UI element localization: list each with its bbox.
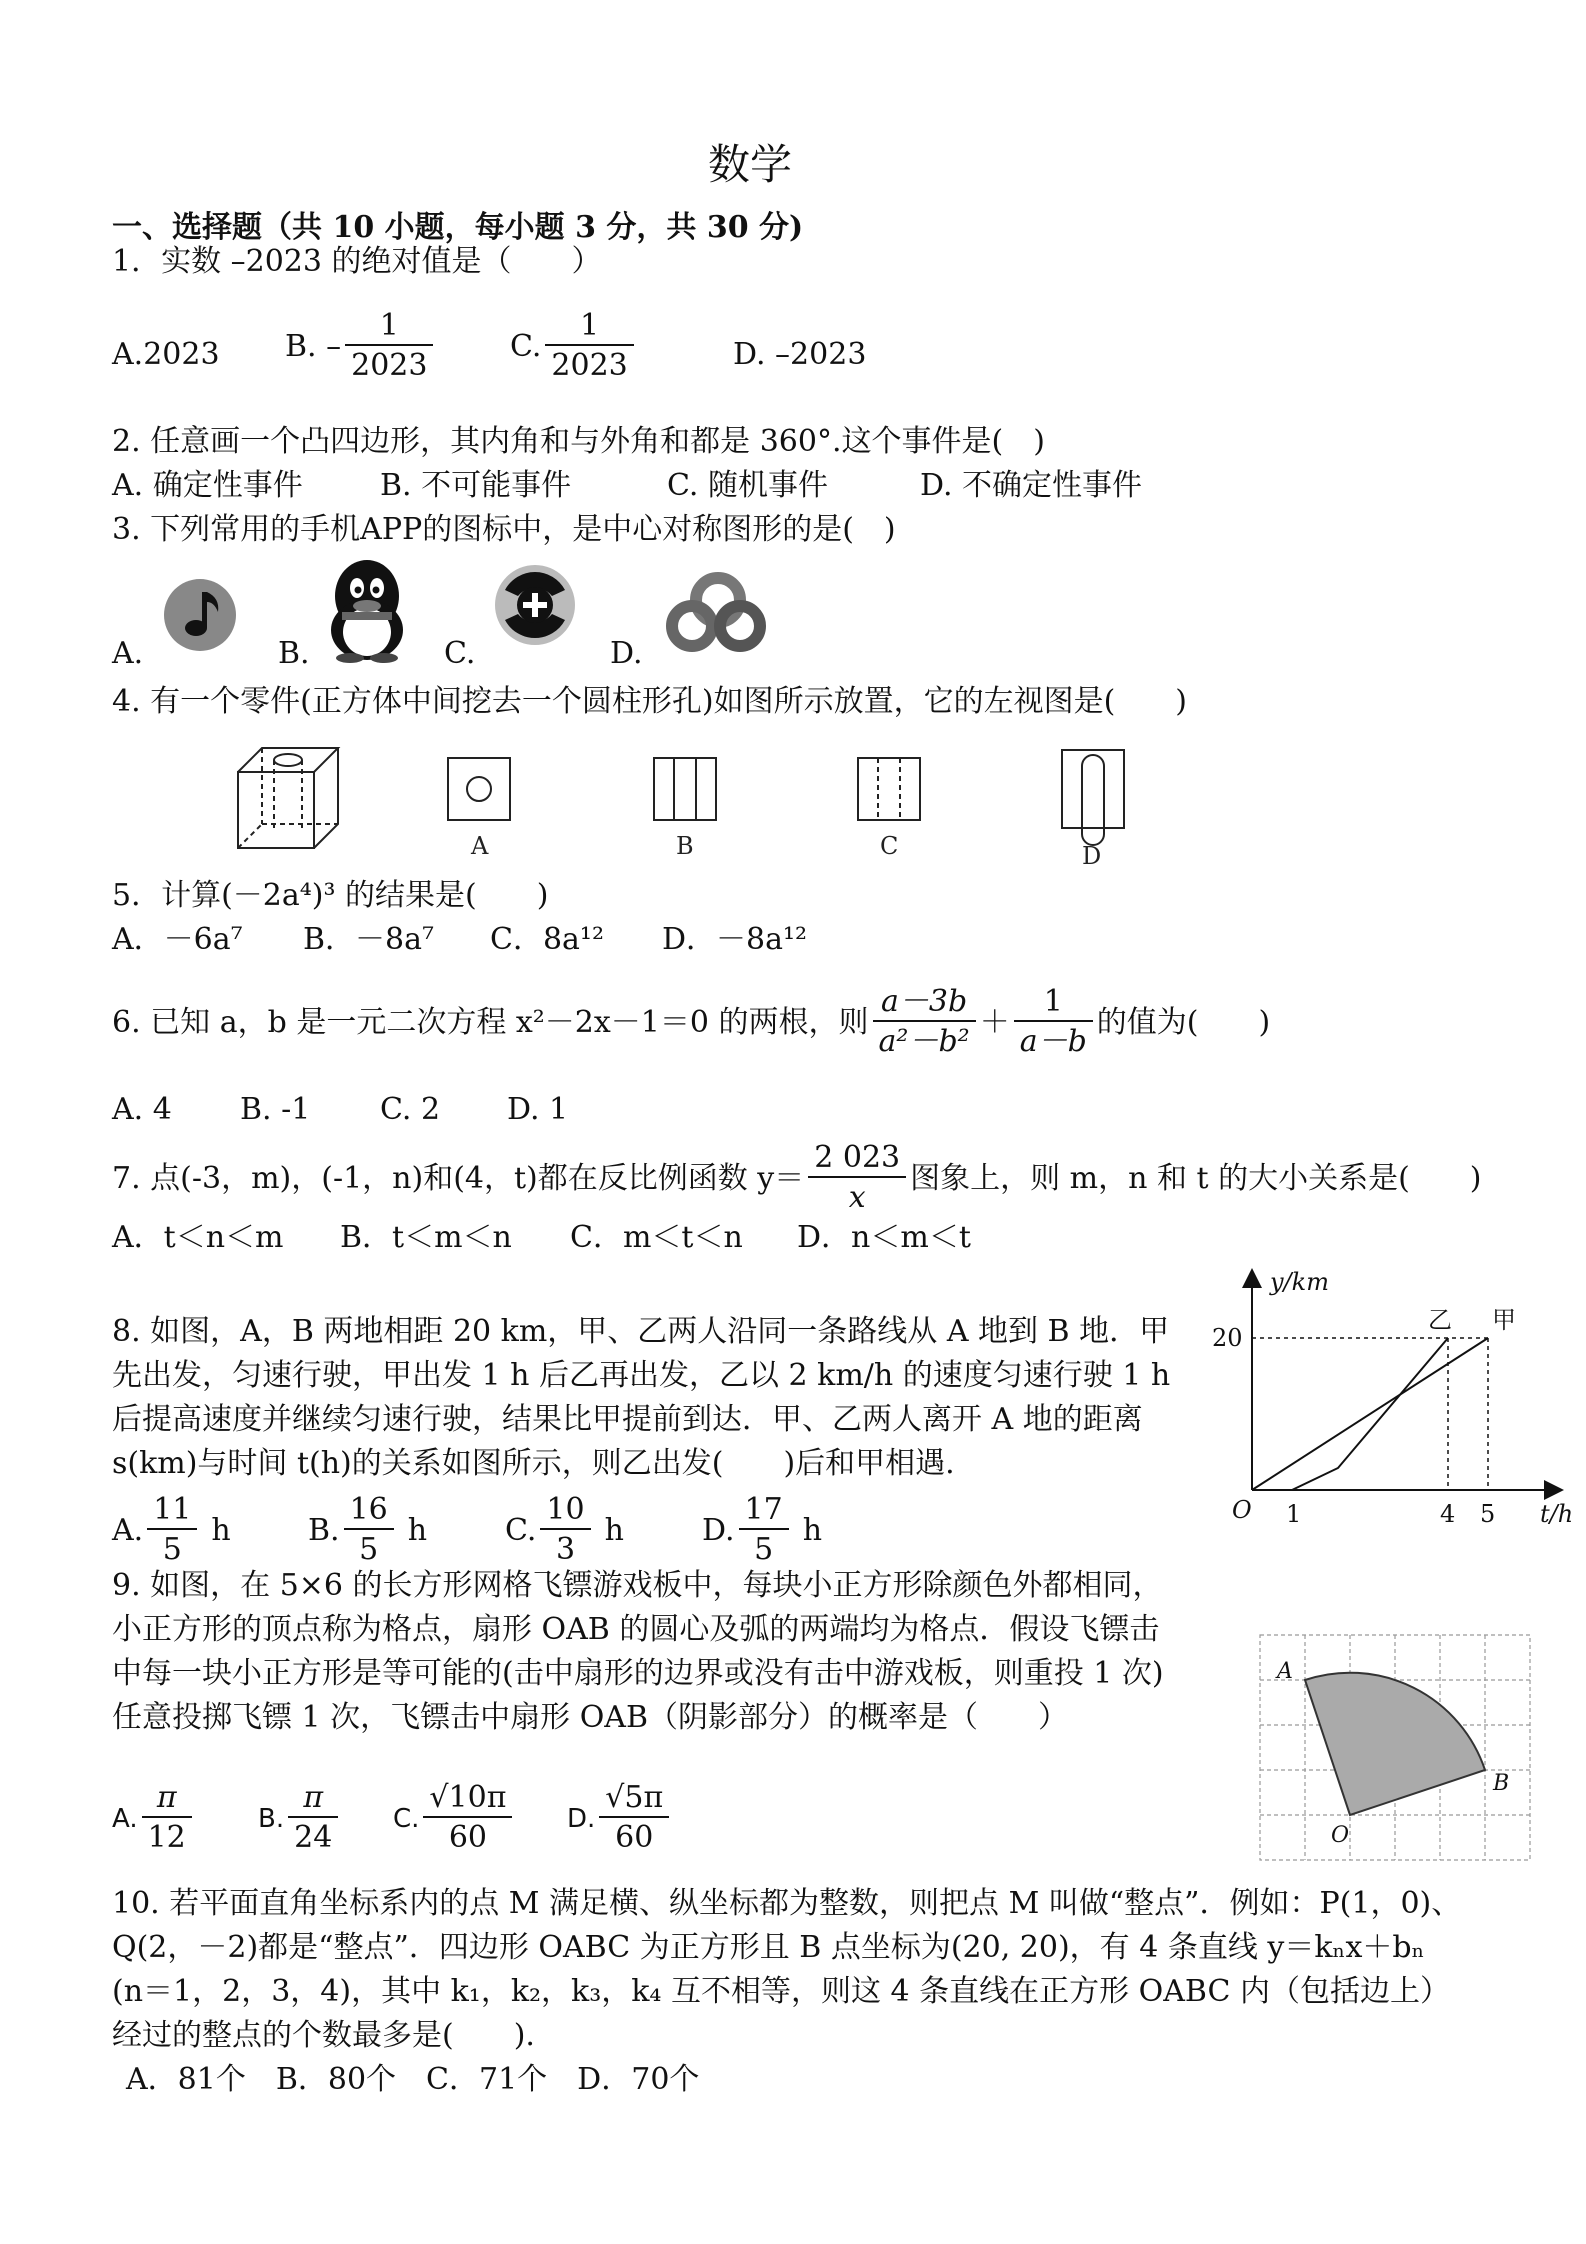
q3-option-a: A. (112, 636, 144, 671)
q7-stem: 7. 点(-3，m)，(-1，n)和(4，t)都在反比例函数 y＝ $\frac{2 023}{x}$ 图象上，则 m，n 和 t 的大小关系是( ) (112, 1140, 1482, 1215)
q6-option-b: B. -1 (240, 1092, 311, 1127)
section-heading: 一、选择题（共 10 小题，每小题 3 分，共 30 分) (112, 210, 804, 245)
q7-option-b: B．t＜m＜n (340, 1220, 512, 1255)
q3-stem: 3. 下列常用的手机APP的图标中，是中心对称图形的是( ) (112, 512, 896, 547)
jia-line (1252, 1338, 1488, 1490)
q9-option-b: B. $\frac{\pi}{24}$ (258, 1780, 342, 1858)
q2-option-a: A. 确定性事件 (112, 468, 303, 503)
q4-figures (230, 738, 1150, 868)
q2-option-b: B. 不可能事件 (380, 468, 572, 503)
q6-option-c: C. 2 (380, 1092, 441, 1127)
q4-view-c (858, 758, 920, 820)
q4-label-a: A (471, 832, 489, 860)
graph-ylabel: y/km (1270, 1268, 1329, 1296)
q1-option-b: B. – $\frac{1}{2023}$ (285, 308, 437, 386)
q8-option-b: B. $\frac{16}{5}$ h (308, 1492, 428, 1567)
q9-option-c: C. $\frac{√10\pi}{60}$ (393, 1780, 516, 1858)
page-title: 数学 (708, 140, 793, 189)
q4-view-b (654, 758, 716, 820)
q3-option-b: B. (278, 636, 310, 671)
q10-line-1: 10. 若平面直角坐标系内的点 M 满足横、纵坐标都为整数，则把点 M 叫做“整点”．例如：P(1，0)、 (112, 1886, 1462, 1921)
q5-stem: 5．计算(－2a⁴)³ 的结果是( ) (112, 878, 549, 913)
q7-option-a: A．t＜n＜m (112, 1220, 284, 1255)
q5-option-a: A．－6a⁷ (112, 922, 243, 957)
q7-option-d: D．n＜m＜t (797, 1220, 971, 1255)
q6-option-d: D. 1 (507, 1092, 569, 1127)
q4-label-d: D (1082, 842, 1102, 868)
q9-option-d: D. $\frac{√5\pi}{60}$ (567, 1780, 673, 1858)
grid-label-b: B (1493, 1771, 1510, 1796)
q4-view-d (1062, 750, 1124, 845)
q5-option-b: B．－8a⁷ (303, 922, 435, 957)
graph-x1: 1 (1286, 1500, 1302, 1528)
q2-stem: 2. 任意画一个凸四边形，其内角和与外角和都是 360°.这个事件是( ) (112, 424, 1045, 459)
q3-option-c: C. (444, 636, 476, 671)
sector-oab (1305, 1673, 1485, 1815)
q8-line-3: 后提高速度并继续匀速行驶，结果比甲提前到达．甲、乙两人离开 A 地的距离 (112, 1402, 1143, 1437)
music-app-icon (160, 570, 240, 660)
q1-option-a: A.2023 (112, 337, 220, 372)
q10-line-4: 经过的整点的个数最多是( ). (112, 2018, 535, 2053)
q1-stem: 1．实数 –2023 的绝对值是（ ） (112, 244, 602, 279)
cube-with-hole-figure (238, 748, 338, 848)
q10-line-3: (n＝1，2，3，4)，其中 k₁，k₂，k₃，k₄ 互不相等，则这 4 条直线在正方形 OABC 内（包括边上） (112, 1974, 1451, 2009)
q2-option-c: C. 随机事件 (667, 468, 828, 503)
q1-option-d: D. –2023 (733, 337, 867, 372)
q8-distance-time-graph (1200, 1260, 1580, 1540)
q4-stem: 4. 有一个零件(正方体中间挖去一个圆柱形孔)如图所示放置，它的左视图是( ) (112, 684, 1187, 719)
q9-line-2: 小正方形的顶点称为格点，扇形 OAB 的圆心及弧的两端均为格点．假设飞镖击 (112, 1612, 1160, 1647)
q6-stem: 6. 已知 a，b 是一元二次方程 x²－2x－1＝0 的两根，则 $\frac{a-3b}{\text{a²－b²}}$ ＋ $\frac{1}{a-b}$ 的值为( ) (112, 984, 1271, 1059)
cloud-rings-app-icon (660, 570, 770, 660)
q8-line-4: s(km)与时间 t(h)的关系如图所示，则乙出发( )后和甲相遇. (112, 1446, 955, 1481)
q8-option-c: C. $\frac{10}{3}$ h (505, 1492, 624, 1567)
q8-line-1: 8. 如图，A，B 两地相距 20 km，甲、乙两人沿同一条路线从 A 地到 B 地．甲 (112, 1314, 1170, 1349)
q9-line-4: 任意投掷飞镖 1 次，飞镖击中扇形 OAB（阴影部分）的概率是（ ） (112, 1700, 1069, 1735)
grid-label-a: A (1277, 1659, 1293, 1684)
graph-x5: 5 (1480, 1500, 1496, 1528)
q6-option-a: A. 4 (112, 1092, 172, 1127)
q9-dartboard-grid (1255, 1630, 1545, 1870)
graph-origin: O (1232, 1496, 1252, 1524)
q9-line-3: 中每一块小正方形是等可能的(击中扇形的边界或没有击中游戏板，则重投 1 次) (112, 1656, 1164, 1691)
graph-x4: 4 (1440, 1500, 1456, 1528)
q8-line-2: 先出发，匀速行驶，甲出发 1 h 后乙再出发，乙以 2 km/h 的速度匀速行驶 1 h (112, 1358, 1171, 1393)
graph-y20: 20 (1212, 1324, 1243, 1352)
q4-view-a (448, 758, 510, 820)
graph-yi-label: 乙 (1428, 1306, 1452, 1334)
q3-option-d: D. (610, 636, 643, 671)
q8-option-d: D. $\frac{17}{5}$ h (702, 1492, 823, 1567)
qq-penguin-icon (322, 556, 412, 664)
q9-line-1: 9. 如图，在 5×6 的长方形网格飞镖游戏板中，每块小正方形除颜色外都相同， (112, 1568, 1163, 1603)
q10-options: A．81个 B．80个 C．71个 D．70个 (126, 2062, 700, 2097)
grid-label-o: O (1331, 1823, 1350, 1848)
q7-option-c: C．m＜t＜n (570, 1220, 743, 1255)
q2-option-d: D. 不确定性事件 (920, 468, 1143, 503)
plus-circle-app-icon (490, 560, 580, 650)
q1-option-c: C. $\frac{1}{2023}$ (510, 308, 638, 386)
graph-xlabel: t/h (1540, 1500, 1574, 1528)
q5-option-d: D．－8a¹² (662, 922, 808, 957)
q5-option-c: C．8a¹² (490, 922, 604, 957)
q4-label-b: B (676, 832, 694, 860)
q4-label-c: C (880, 832, 899, 860)
q9-option-a: A. $\frac{\pi}{12}$ (112, 1780, 196, 1858)
graph-jia-label: 甲 (1492, 1306, 1516, 1334)
q10-line-2: Q(2，－2)都是“整点”．四边形 OABC 为正方形且 B 点坐标为(20, 20)，有 4 条直线 y＝kₙx＋bₙ (112, 1930, 1425, 1965)
q8-option-a: A. $\frac{11}{5}$ h (112, 1492, 231, 1567)
